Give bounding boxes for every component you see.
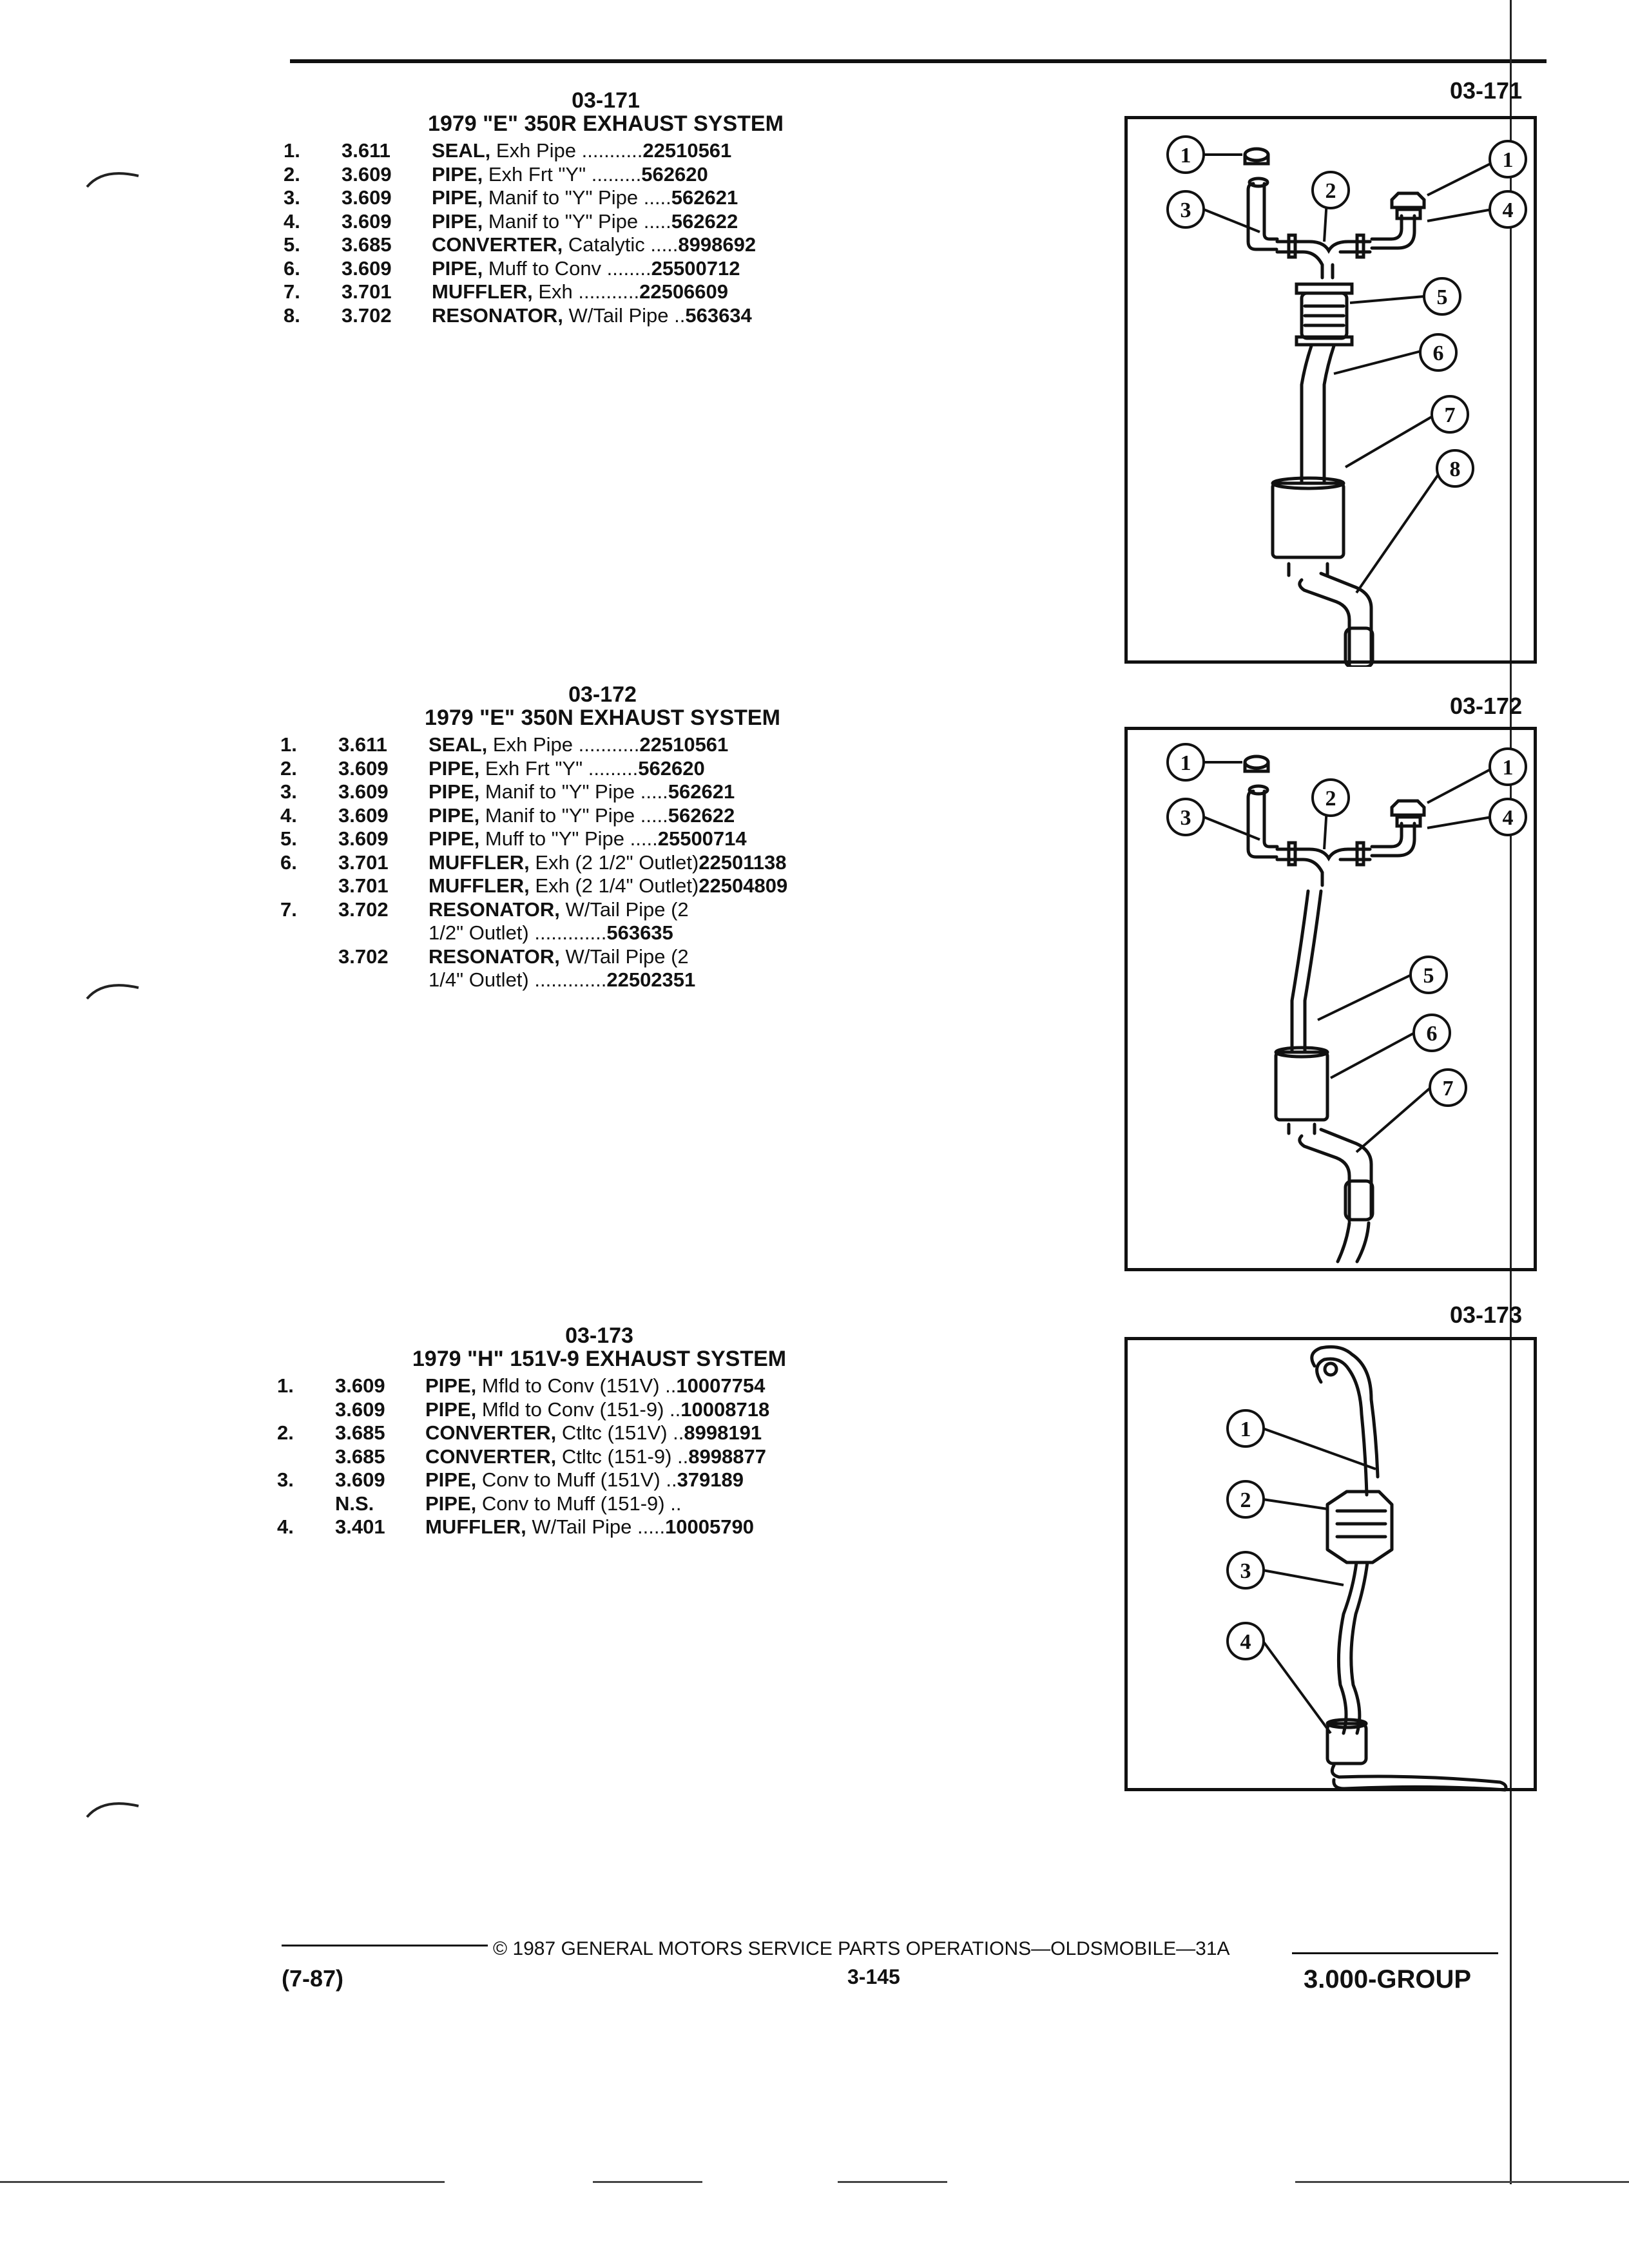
- leader-dots: ...........: [573, 733, 640, 756]
- section-title: 1979 "H" 151V-9 EXHAUST SYSTEM: [412, 1347, 787, 1371]
- part-number: 562622: [671, 209, 738, 233]
- svg-text:2: 2: [1325, 179, 1336, 203]
- part-number: 8998692: [678, 233, 757, 256]
- group-number: 3.609: [335, 1374, 385, 1397]
- part-row: [277, 1515, 921, 1539]
- leader-dots: ...........: [576, 139, 643, 162]
- group-number: [338, 968, 429, 992]
- part-description: [429, 757, 873, 781]
- part-row: [280, 945, 925, 969]
- part-detail: Manif to "Y" Pipe: [483, 186, 639, 209]
- part-ref: 5.: [280, 827, 297, 850]
- group-number: 3.609: [335, 1398, 385, 1421]
- part-ref: 4.: [277, 1515, 294, 1538]
- svg-text:2: 2: [1325, 787, 1336, 811]
- part-row: [280, 827, 925, 851]
- part-name: PIPE,: [425, 1398, 477, 1421]
- svg-text:1: 1: [1240, 1418, 1251, 1441]
- part-detail: Muff to Conv: [483, 256, 602, 280]
- part-number: 563635: [606, 921, 673, 944]
- part-ref: [277, 1445, 335, 1469]
- callout-4: [1228, 1623, 1264, 1659]
- callout-1: [1168, 137, 1204, 173]
- group-number: 3.701: [342, 280, 392, 303]
- svg-text:5: 5: [1423, 964, 1434, 988]
- section-03-171: [284, 89, 928, 327]
- callout-6: [1420, 334, 1456, 370]
- scan-rule: [0, 2181, 445, 2183]
- part-description: [425, 1398, 870, 1422]
- part-name: MUFFLER,: [429, 874, 530, 897]
- part-row: [284, 280, 928, 304]
- svg-text:5: 5: [1436, 285, 1448, 309]
- group-number: 3.609: [342, 162, 392, 186]
- part-name: PIPE,: [425, 1468, 477, 1491]
- part-ref: 2.: [277, 1421, 294, 1444]
- part-description: [425, 1374, 870, 1398]
- group-number: N.S.: [335, 1492, 374, 1515]
- part-detail: Mfld to Conv (151-9): [476, 1398, 664, 1421]
- part-name: PIPE,: [429, 803, 480, 827]
- leader-dots: ...........: [572, 280, 640, 303]
- part-row: [277, 1468, 921, 1492]
- part-number: 8998877: [688, 1445, 766, 1468]
- part-name: PIPE,: [429, 780, 480, 803]
- group-number: 3.609: [338, 780, 389, 803]
- group-number: 3.685: [342, 233, 392, 256]
- part-row: [277, 1421, 921, 1445]
- part-description: [432, 257, 876, 281]
- exhaust-diagram-151v: [1128, 1340, 1540, 1794]
- group-number: 3.401: [335, 1515, 385, 1538]
- callout-2: [1228, 1481, 1264, 1517]
- svg-text:3: 3: [1180, 198, 1191, 222]
- part-detail: W/Tail Pipe: [563, 303, 669, 327]
- leader-dots: .....: [635, 780, 668, 803]
- part-description: [432, 233, 876, 257]
- footer-rule-right: [1292, 1952, 1498, 1954]
- part-ref: 8.: [284, 303, 300, 327]
- part-number: 22510561: [639, 733, 729, 756]
- part-row: [284, 304, 928, 328]
- part-description: [429, 874, 873, 898]
- svg-text:1: 1: [1502, 756, 1514, 780]
- part-row: [284, 163, 928, 187]
- part-row: [280, 851, 925, 875]
- part-detail: Exh Pipe: [490, 139, 576, 162]
- part-description: [425, 1468, 870, 1492]
- leader-dots: ..: [660, 1468, 677, 1491]
- group-number: 3.685: [335, 1421, 385, 1444]
- part-detail: Exh: [532, 280, 573, 303]
- part-detail: 1/2" Outlet): [429, 921, 529, 944]
- section-code: 03-173: [565, 1323, 633, 1348]
- group-number: 3.609: [342, 256, 392, 280]
- figure-03-173: [1124, 1337, 1537, 1791]
- svg-text:4: 4: [1240, 1630, 1251, 1654]
- group-number: 3.701: [338, 874, 389, 897]
- exhaust-diagram-350n: [1128, 730, 1540, 1274]
- part-number: 10005790: [665, 1515, 754, 1538]
- part-description: [425, 1421, 870, 1445]
- part-name: PIPE,: [425, 1492, 477, 1515]
- part-number: 22501138: [699, 850, 787, 874]
- part-ref: 7.: [280, 898, 297, 921]
- part-row: [284, 186, 928, 210]
- part-ref: [280, 945, 338, 969]
- part-name: PIPE,: [432, 186, 483, 209]
- part-ref: 3.: [280, 780, 297, 803]
- callout-2: [1313, 780, 1349, 816]
- part-name: PIPE,: [432, 209, 483, 233]
- part-description: [429, 945, 873, 969]
- part-description: [429, 898, 873, 922]
- part-detail: Manif to "Y" Pipe: [479, 780, 635, 803]
- binder-mark: [84, 164, 142, 190]
- part-row: [277, 1492, 921, 1516]
- parts-list: [277, 1374, 921, 1539]
- part-row: [280, 804, 925, 828]
- part-name: SEAL,: [432, 139, 491, 162]
- leader-dots: .........: [583, 756, 639, 780]
- callout-1: [1168, 744, 1204, 780]
- leader-dots: .....: [635, 803, 668, 827]
- svg-text:3: 3: [1180, 806, 1191, 830]
- part-description: [425, 1445, 870, 1469]
- part-description: [432, 210, 876, 234]
- leader-dots: ..: [668, 303, 686, 327]
- part-name: MUFFLER,: [425, 1515, 526, 1538]
- part-ref: 6.: [284, 256, 300, 280]
- callout-7: [1430, 1070, 1466, 1106]
- section-title: 1979 "E" 350N EXHAUST SYSTEM: [425, 706, 780, 730]
- svg-text:7: 7: [1444, 403, 1456, 427]
- svg-text:4: 4: [1502, 806, 1514, 830]
- part-name: RESONATOR,: [432, 303, 563, 327]
- callout-3: [1168, 799, 1204, 835]
- part-description: [432, 139, 876, 163]
- part-name: PIPE,: [429, 756, 480, 780]
- part-number: 562620: [638, 756, 705, 780]
- group-number: 3.609: [342, 186, 392, 209]
- binder-mark: [84, 1794, 142, 1820]
- callout-3: [1228, 1552, 1264, 1588]
- callout-6: [1414, 1015, 1450, 1051]
- svg-text:1: 1: [1180, 751, 1191, 775]
- group-number: [338, 921, 429, 945]
- part-description: [429, 921, 873, 945]
- group-number: 3.702: [342, 303, 392, 327]
- date-code: (7-87): [282, 1965, 344, 1992]
- part-detail: Ctltc (151V): [556, 1421, 668, 1444]
- section-title: 1979 "E" 350R EXHAUST SYSTEM: [428, 111, 784, 136]
- part-detail: Exh Frt "Y": [483, 162, 586, 186]
- part-ref: 2.: [284, 162, 300, 186]
- part-number: 562620: [641, 162, 708, 186]
- part-name: RESONATOR,: [429, 945, 560, 968]
- callout-5: [1411, 957, 1447, 993]
- part-name: PIPE,: [432, 162, 483, 186]
- part-description: [429, 968, 873, 992]
- callout-1: [1490, 141, 1526, 177]
- leader-dots: ..: [659, 1374, 677, 1397]
- callout-1: [1490, 749, 1526, 785]
- part-number: 8998191: [684, 1421, 762, 1444]
- section-03-173: [277, 1324, 921, 1539]
- part-detail: Exh (2 1/4" Outlet): [529, 874, 699, 897]
- svg-text:2: 2: [1240, 1488, 1251, 1512]
- part-name: PIPE,: [429, 827, 480, 850]
- part-number: 22510561: [642, 139, 732, 162]
- part-detail: Manif to "Y" Pipe: [479, 803, 635, 827]
- group-number: 3.609: [338, 827, 389, 850]
- part-row: [284, 139, 928, 163]
- parts-list: [280, 733, 925, 992]
- scan-rule: [1295, 2181, 1629, 2183]
- part-description: [432, 304, 876, 328]
- group-number: 3.611: [342, 139, 390, 162]
- part-ref: [277, 1492, 335, 1516]
- group-number: 3.701: [338, 850, 389, 874]
- leader-dots: .....: [631, 1515, 666, 1538]
- group-number: 3.702: [338, 945, 389, 968]
- part-name: CONVERTER,: [425, 1445, 557, 1468]
- group-number: 3.611: [338, 733, 387, 756]
- part-detail: Catalytic: [563, 233, 645, 256]
- part-number: 563634: [685, 303, 752, 327]
- leader-dots: .............: [528, 921, 607, 944]
- part-row: [284, 210, 928, 234]
- part-detail: Conv to Muff (151V): [476, 1468, 660, 1491]
- callout-4: [1490, 191, 1526, 227]
- part-description: [425, 1515, 870, 1539]
- part-row: [284, 257, 928, 281]
- part-detail: W/Tail Pipe (2: [559, 898, 689, 921]
- section-code: 03-172: [568, 682, 637, 707]
- part-detail: Exh Pipe: [487, 733, 573, 756]
- group-label: 3.000-GROUP: [1304, 1965, 1472, 1994]
- footer-rule-left: [282, 1945, 488, 1946]
- part-ref: [280, 921, 338, 945]
- part-detail: 1/4" Outlet): [429, 968, 529, 991]
- leader-dots: .............: [528, 968, 607, 991]
- part-number: 22502351: [606, 968, 696, 991]
- part-ref: 6.: [280, 850, 297, 874]
- part-description: [429, 851, 873, 875]
- part-number: 22504809: [699, 874, 788, 897]
- part-number: 379189: [677, 1468, 744, 1491]
- part-name: CONVERTER,: [432, 233, 563, 256]
- part-description: [432, 163, 876, 187]
- part-description: [429, 733, 873, 757]
- leader-dots: ..: [667, 1421, 684, 1444]
- group-number: 3.609: [335, 1468, 385, 1491]
- part-number: 562622: [668, 803, 735, 827]
- part-name: MUFFLER,: [429, 850, 530, 874]
- section-code: 03-171: [572, 88, 640, 113]
- part-description: [429, 827, 873, 851]
- svg-text:6: 6: [1426, 1022, 1438, 1046]
- part-ref: [277, 1398, 335, 1422]
- part-name: PIPE,: [432, 256, 483, 280]
- part-ref: 2.: [280, 756, 297, 780]
- callout-5: [1424, 278, 1460, 314]
- part-row: [280, 757, 925, 781]
- part-description: [429, 780, 873, 804]
- exhaust-diagram-350r: [1128, 119, 1540, 667]
- part-detail: Exh (2 1/2" Outlet): [529, 850, 699, 874]
- callout-3: [1168, 191, 1204, 227]
- part-ref: 1.: [280, 733, 297, 756]
- part-number: 22506609: [639, 280, 729, 303]
- part-name: CONVERTER,: [425, 1421, 557, 1444]
- part-number: 25500714: [657, 827, 747, 850]
- section-03-172: [280, 683, 925, 992]
- part-ref: 4.: [284, 209, 300, 233]
- page-number: 3-145: [847, 1965, 900, 1988]
- part-description: [432, 280, 876, 304]
- scan-rule: [593, 2181, 702, 2183]
- leader-dots: .....: [644, 233, 679, 256]
- part-detail: Conv to Muff (151-9): [476, 1492, 665, 1515]
- part-ref: 7.: [284, 280, 300, 303]
- figure-label: 03-173: [1450, 1302, 1523, 1328]
- part-detail: Muff to "Y" Pipe: [479, 827, 625, 850]
- part-detail: Exh Frt "Y": [479, 756, 583, 780]
- leader-dots: .....: [638, 186, 671, 209]
- part-number: 562621: [671, 186, 738, 209]
- part-ref: 1.: [277, 1374, 294, 1397]
- group-number: 3.609: [338, 756, 389, 780]
- part-ref: [280, 874, 338, 898]
- svg-text:8: 8: [1449, 457, 1461, 481]
- group-number: 3.609: [342, 209, 392, 233]
- top-rule: [290, 59, 1547, 63]
- part-number: 25500712: [651, 256, 740, 280]
- part-detail: Mfld to Conv (151V): [476, 1374, 660, 1397]
- part-row: [280, 968, 925, 992]
- callout-2: [1313, 172, 1349, 208]
- leader-dots: ........: [601, 256, 651, 280]
- part-description: [429, 804, 873, 828]
- scan-rule: [838, 2181, 947, 2183]
- figure-03-172: [1124, 727, 1537, 1271]
- figure-label: 03-171: [1450, 77, 1523, 104]
- leader-dots: .....: [624, 827, 658, 850]
- part-name: SEAL,: [429, 733, 488, 756]
- leader-dots: ..: [664, 1398, 681, 1421]
- part-ref: 4.: [280, 803, 297, 827]
- part-row: [280, 733, 925, 757]
- copyright-notice: © 1987 GENERAL MOTORS SERVICE PARTS OPERATIONS—OLDSMOBILE—31A: [493, 1938, 1230, 1959]
- leader-dots: .........: [586, 162, 642, 186]
- group-number: 3.702: [338, 898, 389, 921]
- callout-4: [1490, 799, 1526, 835]
- part-detail: W/Tail Pipe (2: [559, 945, 689, 968]
- part-name: RESONATOR,: [429, 898, 560, 921]
- group-number: 3.685: [335, 1445, 385, 1468]
- parts-list: [284, 139, 928, 327]
- svg-text:7: 7: [1442, 1077, 1454, 1100]
- part-row: [277, 1374, 921, 1398]
- svg-text:3: 3: [1240, 1559, 1251, 1583]
- figure-03-171: [1124, 116, 1537, 664]
- callout-8: [1437, 450, 1473, 486]
- part-ref: [280, 968, 338, 992]
- part-ref: 3.: [277, 1468, 294, 1491]
- leader-dots: ..: [664, 1492, 682, 1515]
- part-description: [425, 1492, 870, 1516]
- part-row: [277, 1445, 921, 1469]
- svg-text:1: 1: [1180, 144, 1191, 168]
- figure-label: 03-172: [1450, 693, 1523, 719]
- part-description: [432, 186, 876, 210]
- part-number: 10008718: [680, 1398, 770, 1421]
- part-detail: Ctltc (151-9): [556, 1445, 672, 1468]
- part-row: [280, 921, 925, 945]
- part-number: 10007754: [676, 1374, 766, 1397]
- part-row: [280, 780, 925, 804]
- part-ref: 5.: [284, 233, 300, 256]
- part-name: PIPE,: [425, 1374, 477, 1397]
- callout-1: [1228, 1410, 1264, 1446]
- leader-dots: .....: [638, 209, 671, 233]
- part-name: MUFFLER,: [432, 280, 533, 303]
- part-row: [284, 233, 928, 257]
- part-detail: W/Tail Pipe: [526, 1515, 632, 1538]
- part-row: [277, 1398, 921, 1422]
- svg-text:4: 4: [1502, 198, 1514, 222]
- part-detail: Manif to "Y" Pipe: [483, 209, 639, 233]
- leader-dots: ..: [671, 1445, 689, 1468]
- group-number: 3.609: [338, 803, 389, 827]
- part-row: [280, 898, 925, 922]
- part-row: [280, 874, 925, 898]
- svg-text:1: 1: [1502, 148, 1514, 172]
- binder-mark: [84, 976, 142, 1002]
- part-number: 562621: [668, 780, 735, 803]
- callout-7: [1432, 396, 1468, 432]
- svg-text:6: 6: [1432, 341, 1444, 365]
- part-ref: 1.: [284, 139, 300, 162]
- part-ref: 3.: [284, 186, 300, 209]
